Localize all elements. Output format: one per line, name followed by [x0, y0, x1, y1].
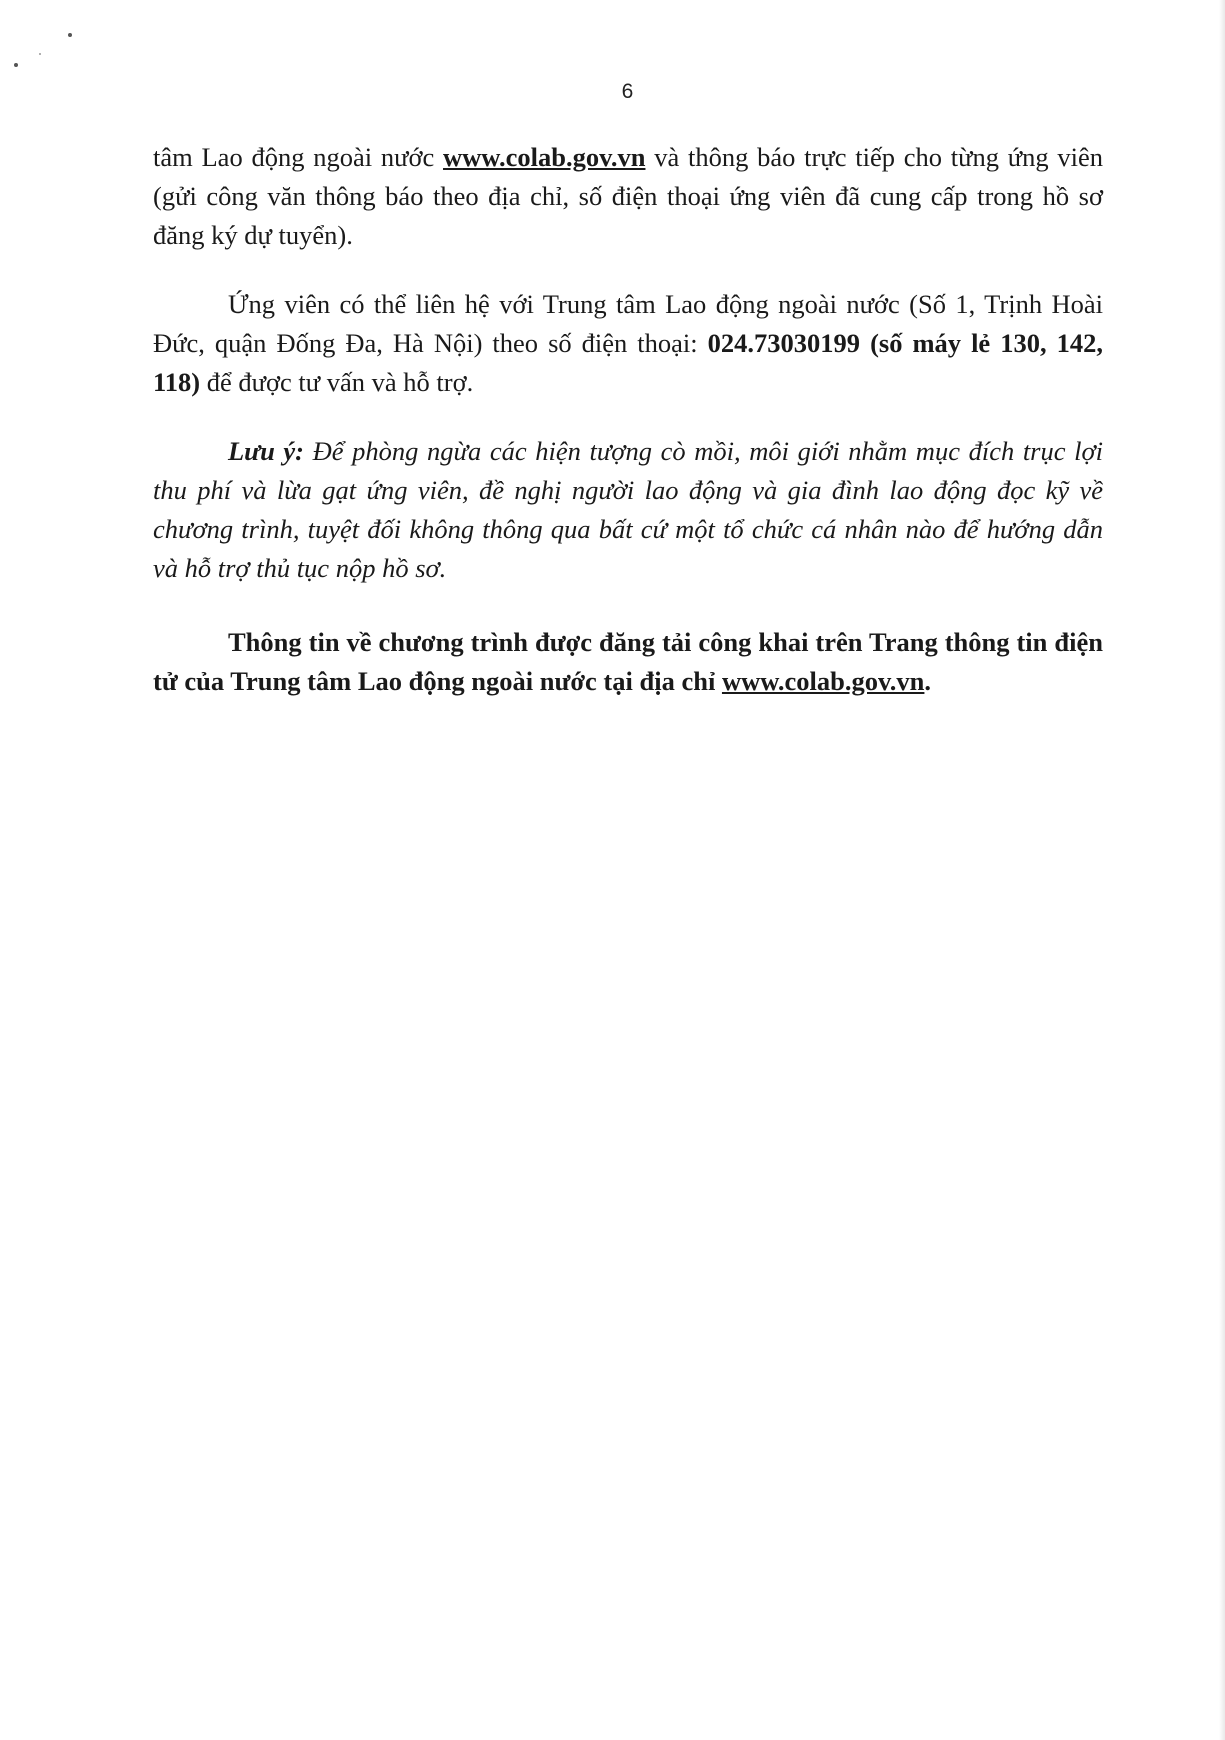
- scan-speck: [68, 33, 72, 37]
- note-label: Lưu ý:: [228, 436, 305, 466]
- paragraph-text: Thông tin về chương trình được đăng tải công khai trên Trang thông tin điện tử của Trung tâm Lao động ngoài nước tại địa chỉ: [153, 627, 1103, 696]
- scan-edge-shadow: [1219, 0, 1225, 1740]
- paragraph-text: Ứng viên có thể liên hệ với Trung tâm Lao động ngoài nước (Số 1, Trịnh Hoài Đức, quận Đống Đa, Hà Nội) theo số điện thoại:: [153, 289, 1103, 358]
- page-number: 6: [621, 80, 634, 103]
- phone-number: 024.73030199 (số máy lẻ 130, 142, 118): [153, 328, 1103, 397]
- scan-speck: [14, 63, 18, 67]
- paragraph-contact: [153, 285, 1103, 402]
- paragraph-info: [153, 623, 1103, 701]
- scan-speck: [39, 53, 41, 55]
- paragraph-text: và thông báo trực tiếp cho từng ứng viên (gửi công văn thông báo theo địa chỉ, số điện thoại ứng viên đã cung cấp trong hồ sơ đăng ký dự tuyển).: [153, 142, 1103, 250]
- paragraph-text: để được tư vấn và hỗ trợ.: [200, 367, 474, 397]
- paragraph-text: tâm Lao động ngoài nước: [153, 142, 444, 172]
- paragraph-text: .: [924, 666, 932, 696]
- note-text: Để phòng ngừa các hiện tượng cò mồi, môi giới nhằm mục đích trục lợi thu phí và lừa gạt ứng viên, đề nghị người lao động và gia đình lao động đọc kỹ về chương trình, tuyệt đối không thông qua bất cứ một tổ chức cá nhân nào để hướng dẫn và hỗ trợ thủ tục nộp hồ sơ.: [153, 436, 1103, 583]
- paragraph-announcement: [153, 138, 1103, 255]
- website-link[interactable]: www.colab.gov.vn: [443, 142, 646, 172]
- website-link[interactable]: www.colab.gov.vn: [721, 666, 925, 696]
- paragraph-note: [153, 432, 1103, 588]
